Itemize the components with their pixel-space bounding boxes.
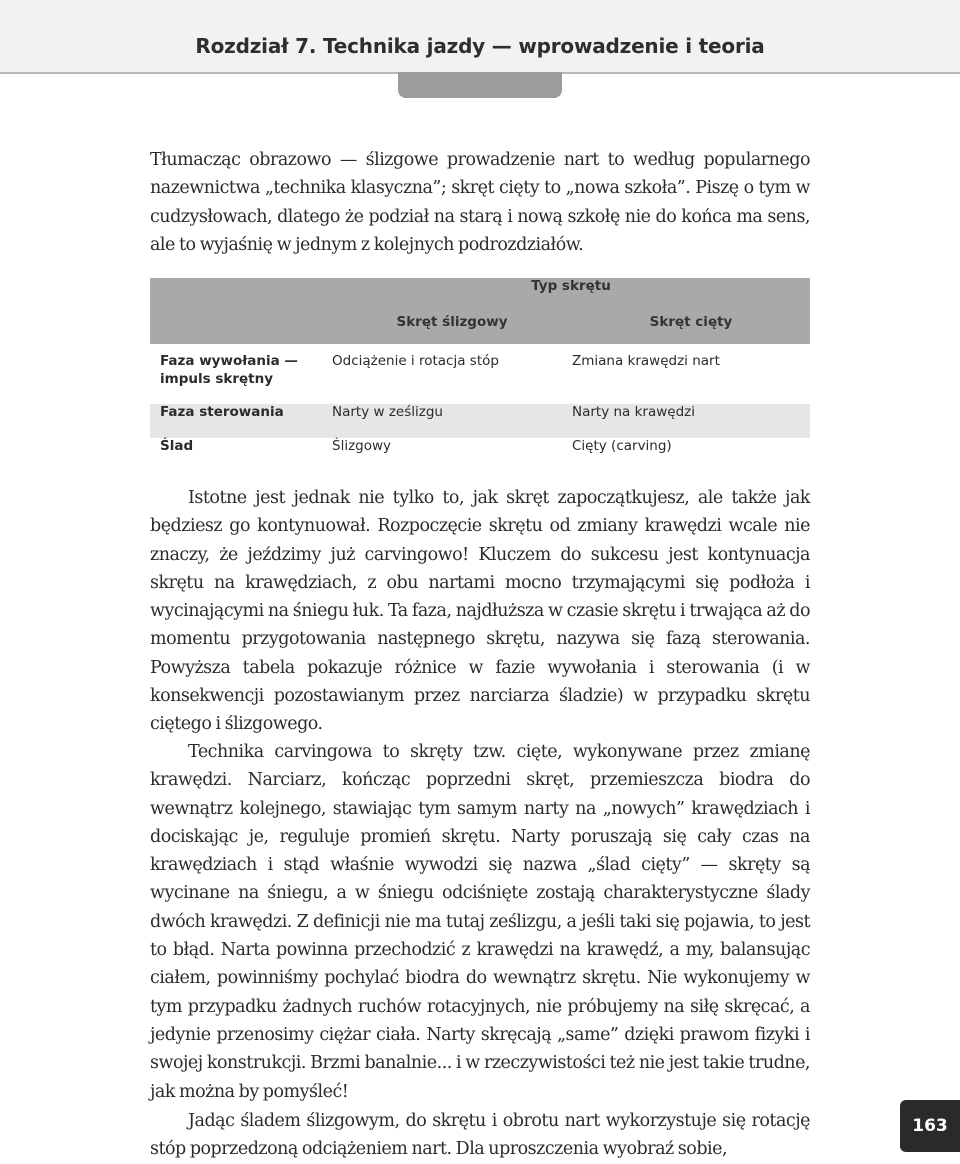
row-label: Faza sterowania xyxy=(150,404,332,438)
cell-ciety: Narty na krawędzi xyxy=(572,404,810,438)
paragraph-intro: Tłumacząc obrazowo — ślizgowe prowadzenie nart to według popularnego nazewnictwa „technika klasyczna”; skręt cięty to „nowa szkoła”. Piszę o tym w cudzysłowach, dlatego że podział na starą i nową szkołę nie do końca ma sens, ale to wyjaśnię w jednym z kolejnych podrozdziałów. xyxy=(150,150,810,255)
paragraph-slizg: Jadąc śladem ślizgowym, do skrętu i obrotu nart wykorzystuje się rotację stóp poprzedzoną odciążeniem nart. Dla uproszczenia wyobraź sobie, xyxy=(150,1111,810,1160)
page-number: 163 xyxy=(900,1100,960,1152)
chapter-title: Rozdział 7. Technika jazdy — wprowadzenie i teoria xyxy=(195,34,765,58)
col-header-ciety: Skręt cięty xyxy=(572,314,810,344)
table-group-header: Typ skrętu xyxy=(332,278,810,314)
cell-ciety: Zmiana krawędzi nart xyxy=(572,353,720,369)
paragraph-continuation: Istotne jest jednak nie tylko to, jak skręt zapoczątkujesz, ale także jak będziesz go kontynuował. Rozpoczęcie skrętu od zmiany krawędzi wcale nie znaczy, że jeździmy już carvingowo! Kluczem do sukcesu jest kontynuacja skrętu na krawędziach, z obu nartami mocno trzymającymi się podłoża i wycinającymi na śniegu łuk. Ta faza, najdłuższa w czasie skrętu i trwająca aż do momentu przygotowania następnego skrętu, nazywa się fazą sterowania. Powyższa tabela pokazuje różnice w fazie wywołania i sterowania (i w konsekwencji pozostawianym przez narciarza śladzie) w przypadku skrętu ciętego i ślizgowego. xyxy=(150,488,810,735)
table-header-row xyxy=(150,278,810,314)
cell-slizgowy: Odciążenie i rotacja stóp xyxy=(332,353,499,369)
table-row xyxy=(150,344,810,404)
paragraph-carving: Technika carvingowa to skręty tzw. cięte, wykonywane przez zmianę krawędzi. Narciarz, kończąc poprzedni skręt, przemieszcza biodra do wewnątrz kolejnego, stawiając tym samym narty na „nowych” krawędziach i dociskając je, reguluje promień skrętu. Narty poruszają się cały czas na krawędziach i stąd właśnie wywodzi się nazwa „ślad cięty” — skręty są wycinane na śniegu, a w śniegu odciśnięte zostają charakterystyczne ślady dwóch krawędzi. Z definicji nie ma tutaj ześlizgu, a jeśli taki się pojawia, to jest to błąd. Narta powinna przechodzić z krawędzi na krawędź, a my, balansując ciałem, powinniśmy pochylać biodra do wewnątrz skrętu. Nie wykonujemy w tym przypadku żadnych ruchów rotacyjnych, nie próbujemy na siłę skręcać, a jedynie przenosimy ciężar ciała. Narty skręcają „same” dzięki prawom fizyki i swojej konstrukcji. Brzmi banalnie... i w rzeczywistości też nie jest takie trudne, jak można by pomyśleć! xyxy=(150,742,810,1102)
cell-slizgowy: Ślizgowy xyxy=(332,438,392,454)
table-row xyxy=(150,438,810,472)
turn-type-table xyxy=(150,278,810,472)
row-label: Faza wywołania — impuls skrętny xyxy=(160,353,298,387)
header-tab xyxy=(398,72,562,98)
row-label: Ślad xyxy=(160,438,194,454)
col-header-slizgowy: Skręt ślizgowy xyxy=(332,314,572,344)
table-subheader-row xyxy=(150,314,810,344)
table-corner xyxy=(150,278,332,314)
cell-slizgowy: Narty w ześlizgu xyxy=(332,404,572,438)
cell-ciety: Cięty (carving) xyxy=(572,438,672,454)
page-header xyxy=(0,0,960,74)
table-row xyxy=(150,404,810,438)
table-corner-2 xyxy=(150,314,332,344)
